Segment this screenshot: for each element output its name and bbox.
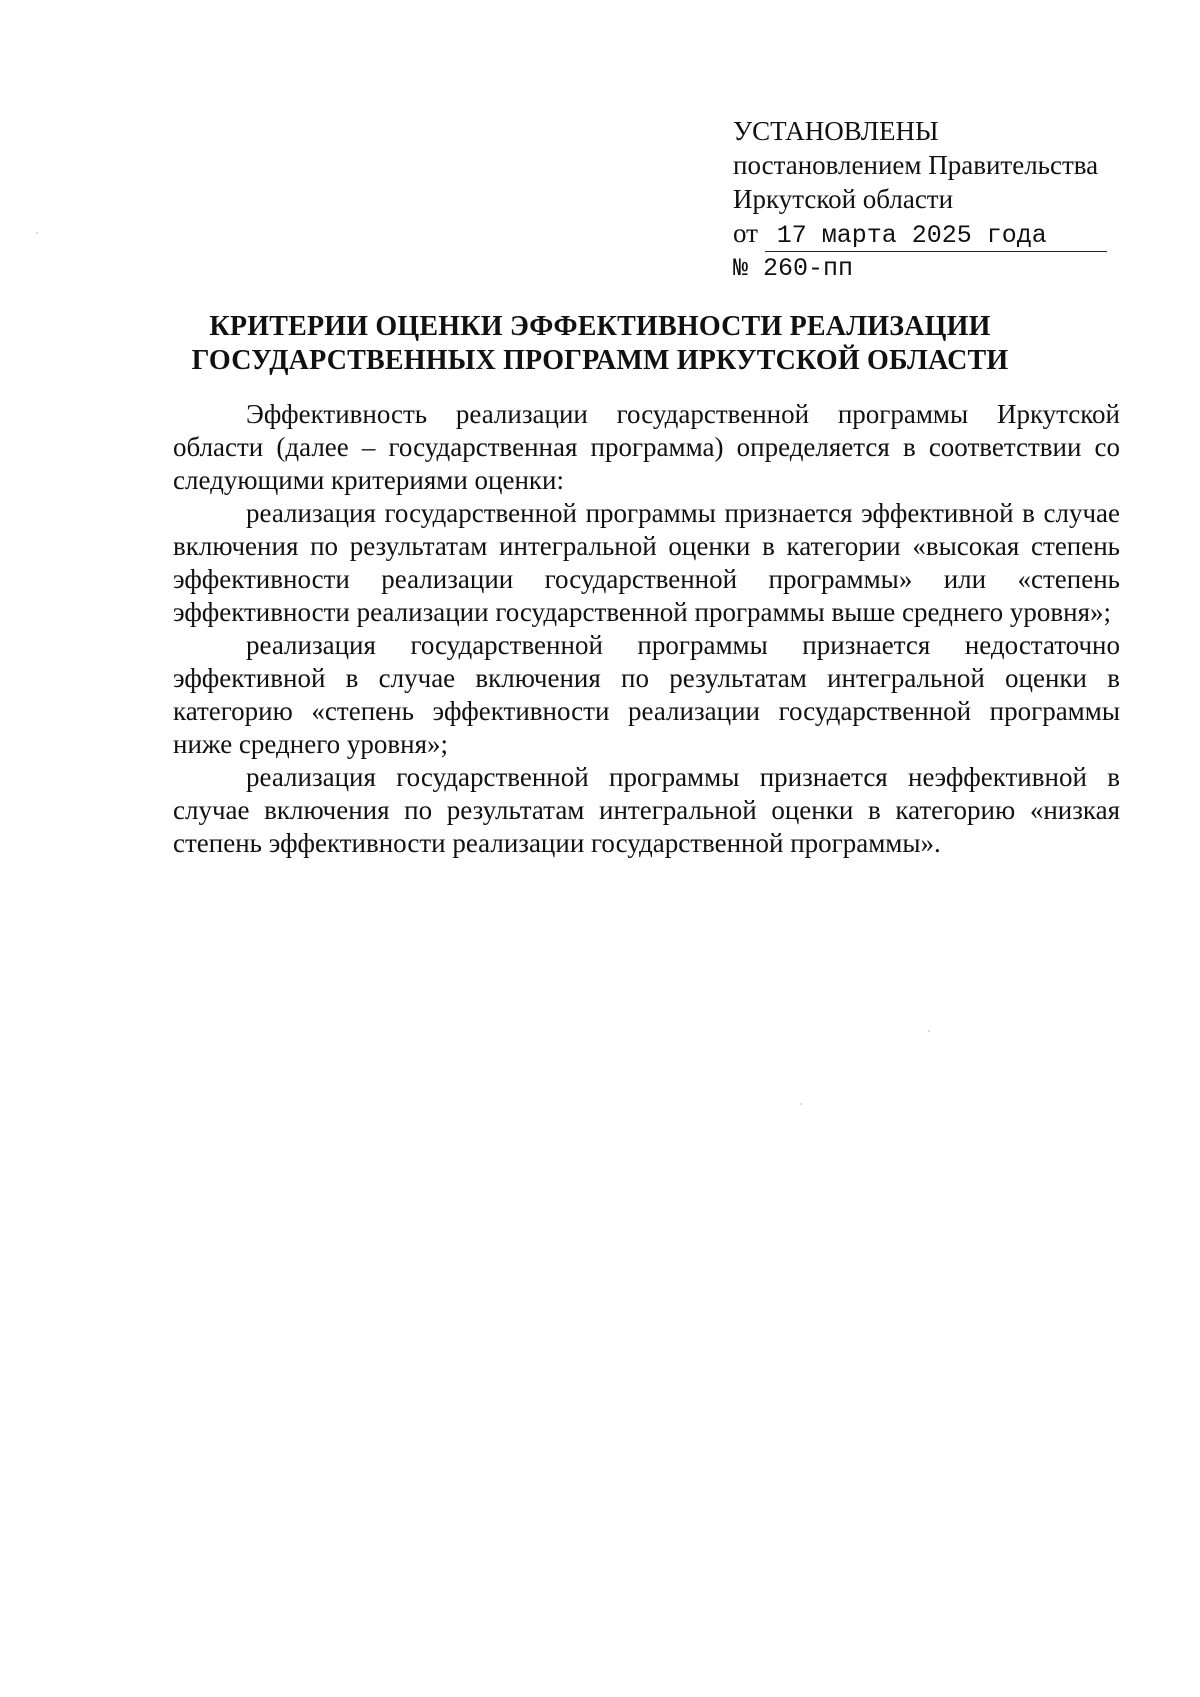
document-title (150, 310, 1050, 378)
scan-speck (928, 1030, 930, 1032)
body-paragraph-1: Эффективность реализации государственной программы Иркутской области (далее – государственная программа) определяется в соответствии со следующими критериями оценки: (173, 399, 1120, 495)
body-paragraph-2: реализация государственной программы признается эффективной в случае включения по результатам интегральной оценки в категории «высокая степень эффективности реализации государственной программы» или «степень эффективности реализации государственной программы выше среднего уровня»; (173, 498, 1120, 627)
approval-region: Иркутской области (733, 184, 954, 214)
approval-authority: постановлением Правительства (733, 150, 1099, 180)
document-title-line-2: ГОСУДАРСТВЕННЫХ ПРОГРАММ ИРКУТСКОЙ ОБЛАСТИ (191, 345, 1009, 376)
approval-number-value: № 260-пп (733, 254, 854, 283)
approval-date-value: 17 марта 2025 года (765, 221, 1107, 252)
document-body (173, 398, 1120, 860)
approval-heading: УСТАНОВЛЕНЫ (733, 116, 939, 146)
document-title-line-1: КРИТЕРИИ ОЦЕНКИ ЭФФЕКТИВНОСТИ РЕАЛИЗАЦИИ (209, 311, 991, 342)
body-paragraph-4: реализация государственной программы признается неэффективной в случае включения по результатам интегральной оценки в категорию «низкая степень эффективности реализации государственной программы». (173, 762, 1120, 858)
approval-date-prefix: от (733, 218, 758, 248)
scan-speck (800, 1103, 802, 1105)
scan-speck (36, 232, 38, 234)
approval-date-row (733, 216, 1133, 250)
body-paragraph-3: реализация государственной программы признается недостаточно эффективной в случае включения по результатам интегральной оценки в категорию «степень эффективности реализации государственной программы ниже среднего уровня»; (173, 630, 1120, 759)
approval-stamp-block (733, 114, 1133, 286)
